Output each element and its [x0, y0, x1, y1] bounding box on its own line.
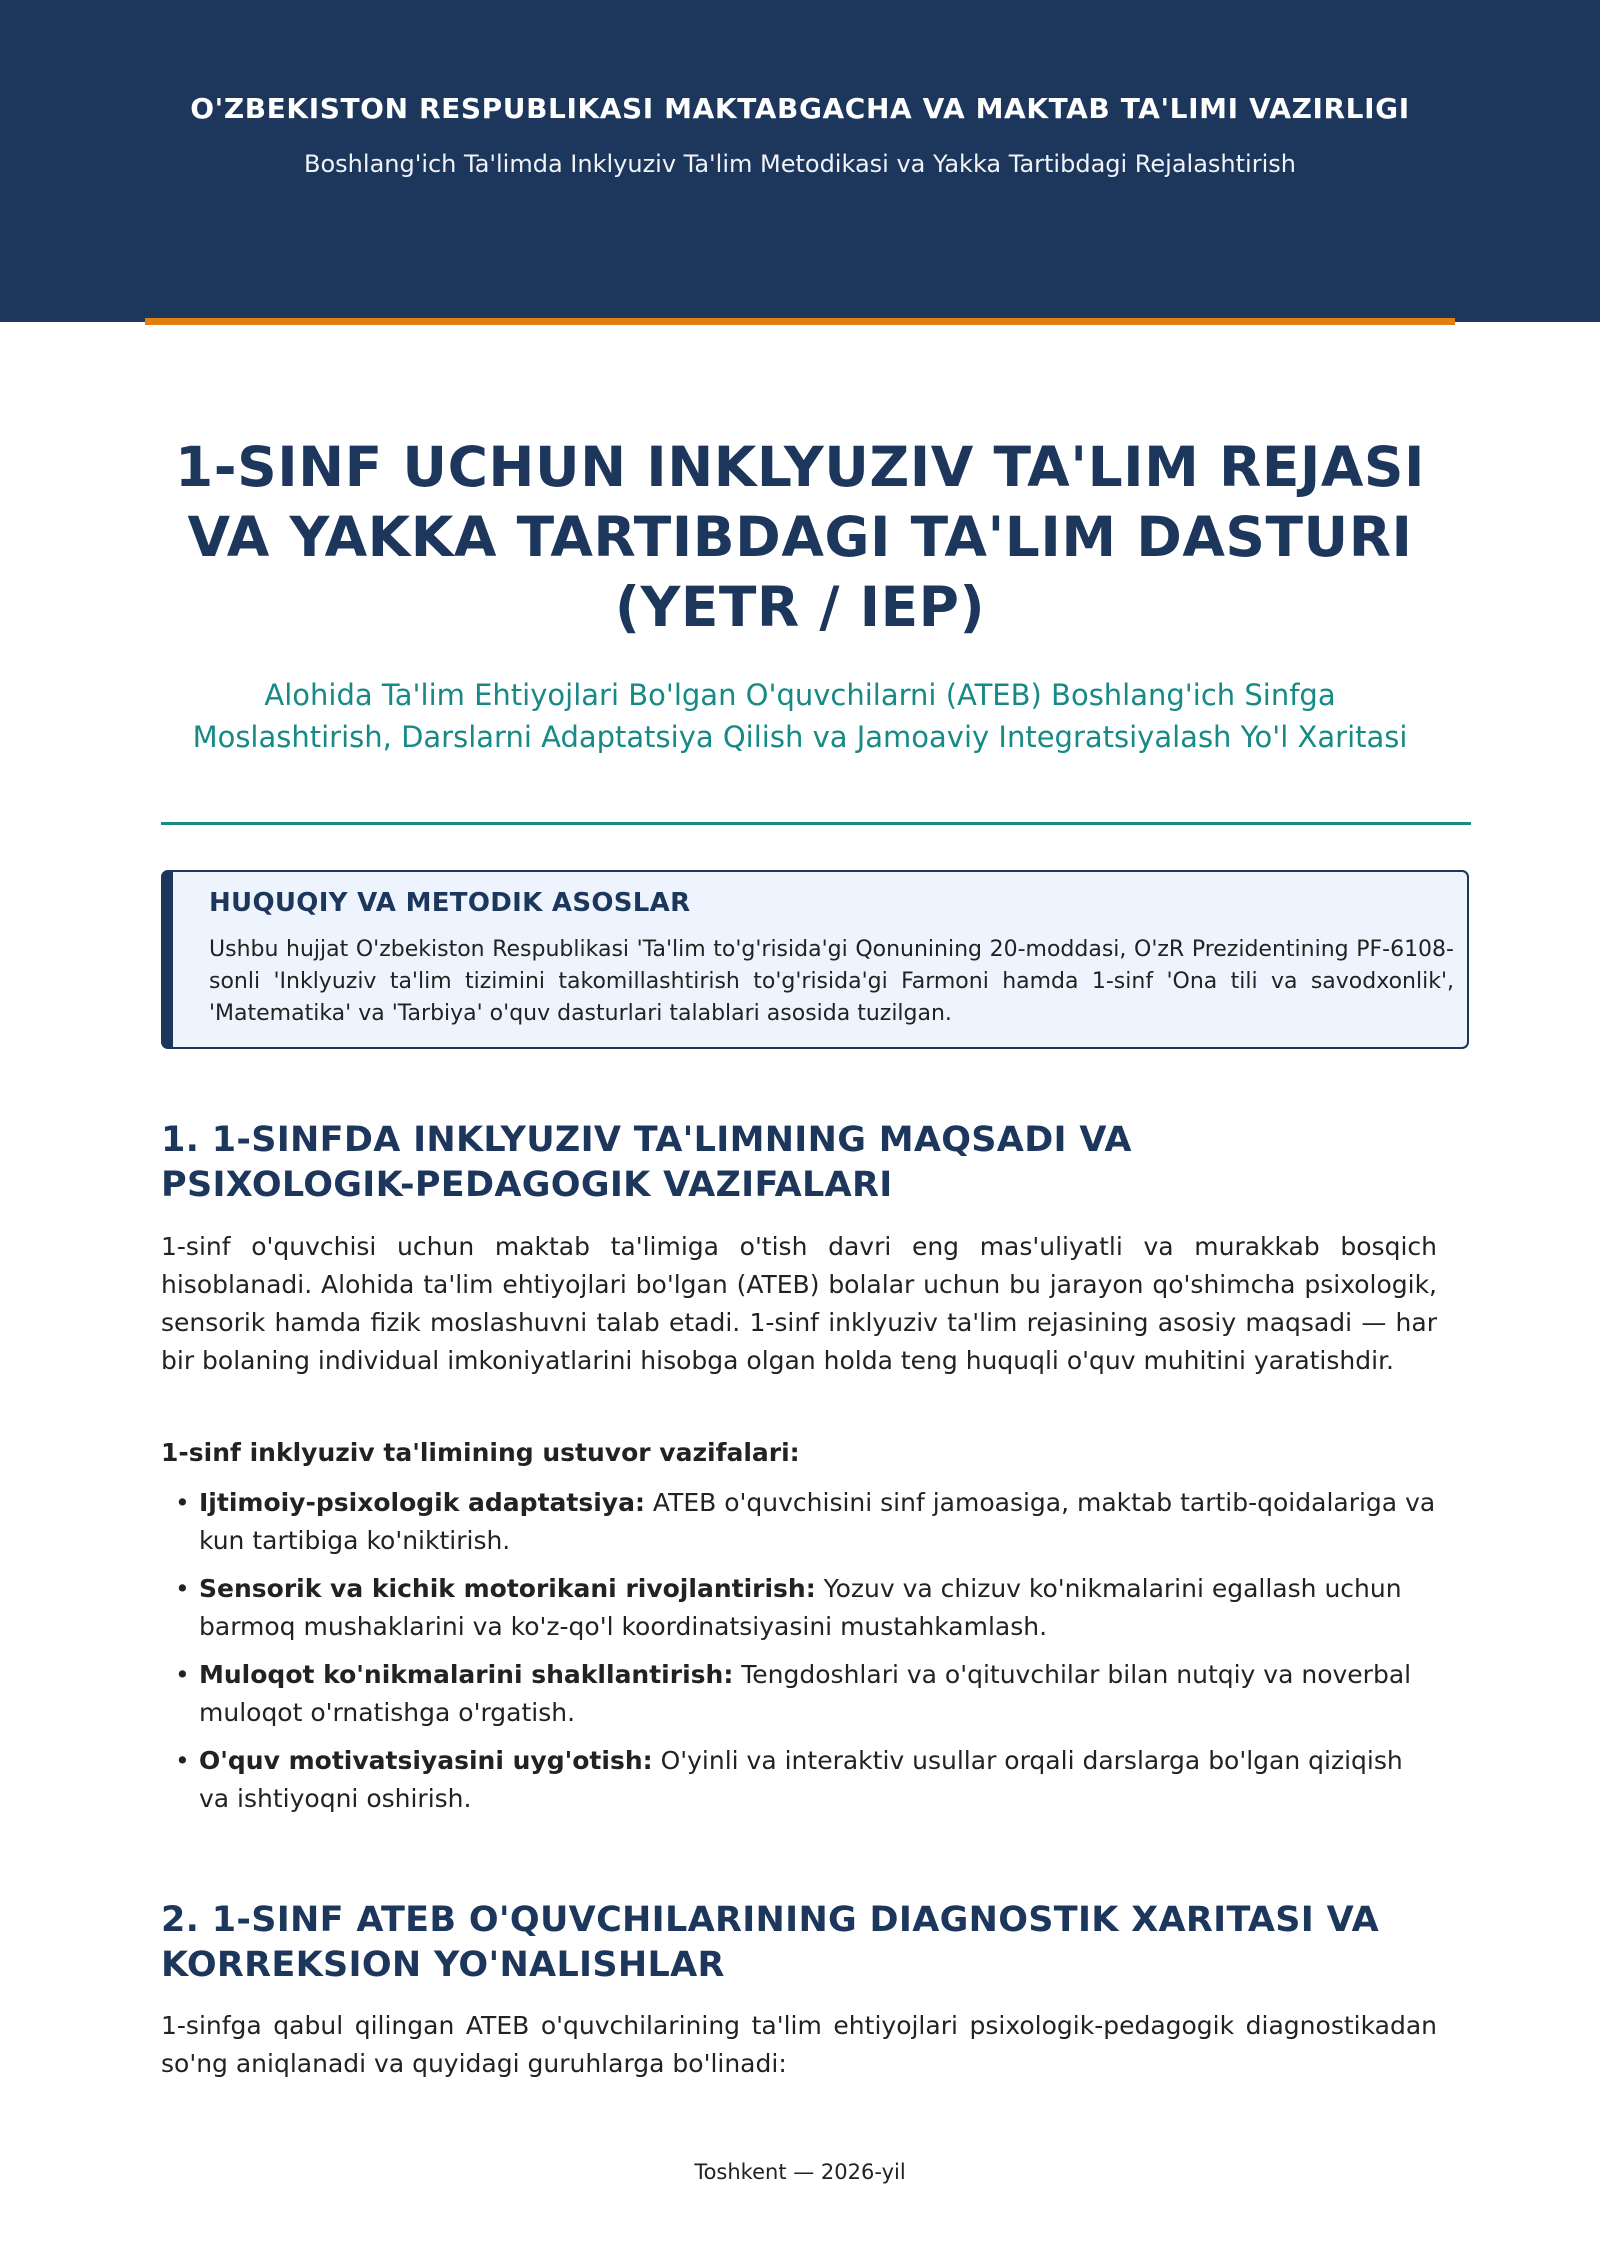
- callout-title: HUQUQIY VA METODIK ASOSLAR: [209, 888, 691, 918]
- tasks-heading: 1-sinf inklyuziv ta'limining ustuvor vazifalari:: [161, 1438, 800, 1467]
- callout-text: Ushbu hujjat O'zbekiston Respublikasi 'Ta'lim to'g'risida'gi Qonunining 20-moddasi, O'zR Prezidentining PF-6108-sonli 'Inklyuziv ta'lim tizimini takomillashtirish to'g'risida'gi Farmoni hamda 1-sinf 'Ona tili va savodxonlik', 'Matematika' va 'Tarbiya' o'quv dasturlari talablari asosida tuzilgan.: [209, 937, 1454, 1026]
- section-1-heading: [161, 1118, 1461, 1208]
- bullet-icon: •: [175, 1746, 190, 1775]
- list-item-term: Ijtimoiy-psixologik adaptatsiya:: [199, 1488, 645, 1517]
- list-item: [175, 1656, 1437, 1732]
- title-line-1: 1-SINF UCHUN INKLYUZIV TA'LIM REJASI: [174, 435, 1426, 499]
- accent-divider: [145, 318, 1455, 325]
- bullet-icon: •: [175, 1574, 190, 1603]
- bullet-icon: •: [175, 1660, 190, 1689]
- section-2-heading-line-2: KORREKSION YO'NALISHLAR: [161, 1945, 725, 1985]
- list-item-term: O'quv motivatsiyasini uyg'otish:: [199, 1746, 653, 1775]
- header-subtitle: Boshlang'ich Ta'limda Inklyuziv Ta'lim Metodikasi va Yakka Tartibdagi Rejalashtirish: [304, 150, 1296, 178]
- list-item: [175, 1742, 1437, 1818]
- list-item-term: Sensorik va kichik motorikani rivojlantirish:: [199, 1574, 816, 1603]
- list-item-term: Muloqot ko'nikmalarini shakllantirish:: [199, 1660, 734, 1689]
- header-banner: [0, 0, 1600, 322]
- section-2-heading-line-1: 2. 1-SINF ATEB O'QUVCHILARINING DIAGNOSTIK XARITASI VA: [161, 1900, 1380, 1940]
- title-line-3: (YETR / IEP): [614, 575, 986, 639]
- section-1-paragraph: 1-sinf o'quvchisi uchun maktab ta'limiga o'tish davri eng mas'uliyatli va murakkab bosqich hisoblanadi. Alohida ta'lim ehtiyojlari bo'lgan (ATEB) bolalar uchun bu jarayon qo'shimcha psixologik, sensorik hamda fizik moslashuvni talab etadi. 1-sinf inklyuziv ta'lim rejasining asosiy maqsadi — har bir bolaning individual imkoniyatlarini hisobga olgan holda teng huquqli o'quv muhitini yaratishdir.: [161, 1232, 1437, 1375]
- section-2-heading: [161, 1898, 1461, 1988]
- document-title: [120, 432, 1480, 642]
- tasks-list: [175, 1484, 1437, 1828]
- list-item-text: ATEB o'quvchisini sinf jamoasiga, maktab tartib-qoidalariga va kun tartibiga ko'niktirish.: [199, 1488, 1436, 1555]
- subtitle-line-1: Alohida Ta'lim Ehtiyojlari Bo'lgan O'quvchilarni (ATEB) Boshlang'ich Sinfga: [264, 678, 1336, 712]
- list-item: [175, 1484, 1437, 1560]
- subtitle-line-2: Moslashtirish, Darslarni Adaptatsiya Qilish va Jamoaviy Integratsiyalash Yo'l Xaritasi: [192, 720, 1408, 754]
- page-footer: Toshkent — 2026-yil: [694, 2160, 906, 2184]
- section-2-paragraph: 1-sinfga qabul qilingan ATEB o'quvchilarining ta'lim ehtiyojlari psixologik-pedagogik diagnostikadan so'ng aniqlanadi va quyidagi guruhlarga bo'linadi:: [161, 2011, 1437, 2078]
- document-subtitle: [150, 674, 1450, 758]
- bullet-icon: •: [175, 1488, 190, 1517]
- ministry-name: O'ZBEKISTON RESPUBLIKASI MAKTABGACHA VA MAKTAB TA'LIMI VAZIRLIGI: [190, 92, 1410, 125]
- list-item-text: Yozuv va chizuv ko'nikmalarini egallash uchun barmoq mushaklarini va ko'z-qo'l koordinatsiyasini mustahkamlash.: [199, 1574, 1402, 1641]
- section-1-heading-line-1: 1. 1-SINFDA INKLYUZIV TA'LIMNING MAQSADI VA: [161, 1120, 1132, 1160]
- section-1-heading-line-2: PSIXOLOGIK-PEDAGOGIK VAZIFALARI: [161, 1165, 893, 1205]
- list-item-text: O'yinli va interaktiv usullar orqali darslarga bo'lgan qiziqish va ishtiyoqni oshirish.: [199, 1746, 1403, 1813]
- list-item-text: Tengdoshlari va o'qituvchilar bilan nutqiy va noverbal muloqot o'rnatishga o'rgatish.: [199, 1660, 1412, 1727]
- title-line-2: VA YAKKA TARTIBDAGI TA'LIM DASTURI: [187, 505, 1413, 569]
- legal-basis-callout: [161, 870, 1469, 1049]
- list-item: [175, 1570, 1437, 1646]
- section-divider: [161, 822, 1471, 825]
